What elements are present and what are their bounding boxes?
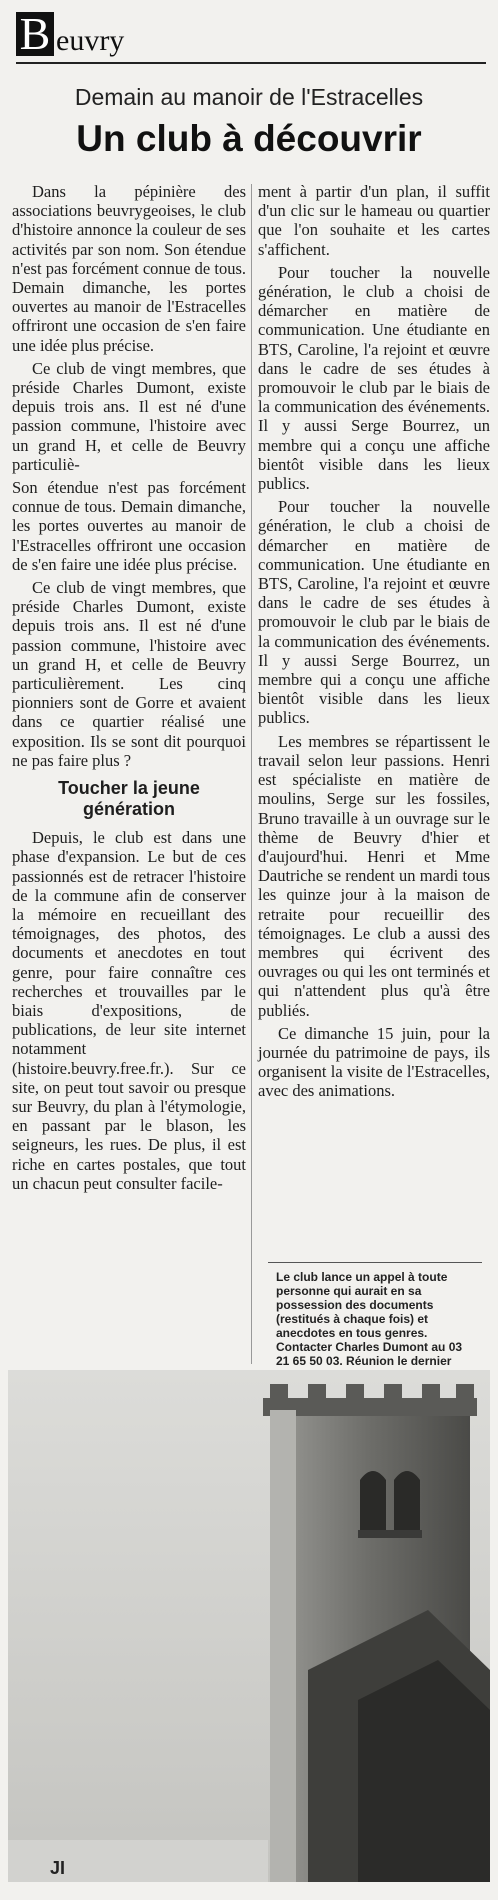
- paragraph: Ce dimanche 15 juin, pour la journée du patrimoine de pays, ils organisent la visite de l'Estracelles, avec des animations.: [258, 1023, 490, 1101]
- masthead-title: euvry: [56, 24, 125, 57]
- paragraph: Ce club de vingt membres, que préside Charles Dumont, existe depuis trois ans. Il est né d'une passion commune, l'histoire avec un grand H, et celle de Beuvry particuliè-: [12, 358, 246, 474]
- section-subhead: Toucher la jeune génération: [58, 778, 200, 820]
- article-kicker: Demain au manoir de l'Estracelles: [74, 84, 424, 110]
- paragraph: Dans la pépinière des associations beuvrygeoises, le club d'histoire annonce la couleur de ses activités par son nom. Son étendue n'est pas forcément connue de tous. Demain dimanche, les portes ouvertes au manoir de l'Estracelles offriront une occasion de s'en faire une idée plus précise.: [12, 182, 246, 355]
- paragraph: Les membres se répartissent le travail selon leur passions. Henri est spécialiste en matière de moulins, Serge sur les fossiles, Bruno travaille à un ouvrage sur le thème de Beuvry d'hier et d'aujourd'hui. Henri et Mme Dautriche se rendent un mardi tous les quinze jour à la maison de retraite pour recueillir des témoignages. Le club a aussi des membres qui écrivent des ouvrages ou qui les ont terminés et qui n'attendent plus qu'à être publiés.: [258, 731, 490, 1020]
- church-tower-photo: [8, 1370, 490, 1882]
- paragraph: Depuis, le club est dans une phase d'expansion. Le but de ces passionnés est de retracer l'histoire de la commune afin de conserver la mémoire en recueillant des témoignages, des photos, des documents et anecdotes en tout genre, pour faire connaître ces recherches et trouvailles par le biais d'expositions, de publications, de leur site internet notamment (histoire.beuvry.free.fr.). Sur ce site, on peut tout savoir ou presque sur Beuvry, du plan à l'étymologie, en passant par le blason, les seigneurs, les rues. De plus, il est riche en cartes postales, que tout un chacun peut consulter facile-: [12, 828, 246, 1193]
- masthead: [10, 8, 488, 60]
- right-column: [258, 182, 490, 1368]
- box-note-rule: [268, 1262, 482, 1263]
- paragraph: Ce club de vingt membres, que préside Charles Dumont, existe depuis trois ans. Il est né d'une passion commune, l'histoire avec un grand H, et celle de Beuvry particulièrement. Les cinq pionniers sont de Gorre et avaient dans ce quartier réalisé une exposition. Ils se sont dit pourquoi ne pas faire plus ?: [12, 578, 246, 770]
- paragraph: ment à partir d'un plan, il suffit d'un clic sur le hameau ou quartier que l'on souhaite et les cartes s'affichent.: [258, 182, 490, 259]
- paragraph: Pour toucher la nouvelle génération, le club a choisi de démarcher en matière de communication. Une étudiante en BTS, Caroline, l'a rejoint et œuvre dans le cadre de ses études à promouvoir le club par le biais de la communication des événements. Il y aussi Serge Bourrez, un membre qui a conçu une affiche bientôt visible dans les lieux publics.: [258, 497, 490, 728]
- paragraph: Pour toucher la nouvelle génération, le club a choisi de démarcher en matière de communication. Une étudiante en BTS, Caroline, l'a rejoint et œuvre dans le cadre de ses études à promouvoir le club par le biais de la communication des événements. Il y aussi Serge Bourrez, un membre qui a conçu une affiche bientôt visible dans les lieux publics.: [258, 262, 490, 494]
- masthead-rule: [16, 62, 486, 64]
- paragraph: Son étendue n'est pas forcément connue de tous. Demain dimanche, les portes ouvertes au manoir de l'Estracelles offriront une occasion de s'en faire une idée plus précise.: [12, 478, 246, 574]
- photo-credit: JI: [50, 1858, 66, 1878]
- column-divider: [251, 184, 252, 1364]
- left-column: [12, 182, 246, 1362]
- article-headline: Un club à découvrir: [76, 118, 422, 159]
- box-note: Le club lance un appel à toute personne qui aurait en sa possession des documents (restitués à chaque fois) et anecdotes en tous genres. Contacter Charles Dumont au 03 21 65 50 03. Réunion le dernier: [276, 1270, 463, 1368]
- masthead-initial: B: [16, 12, 54, 56]
